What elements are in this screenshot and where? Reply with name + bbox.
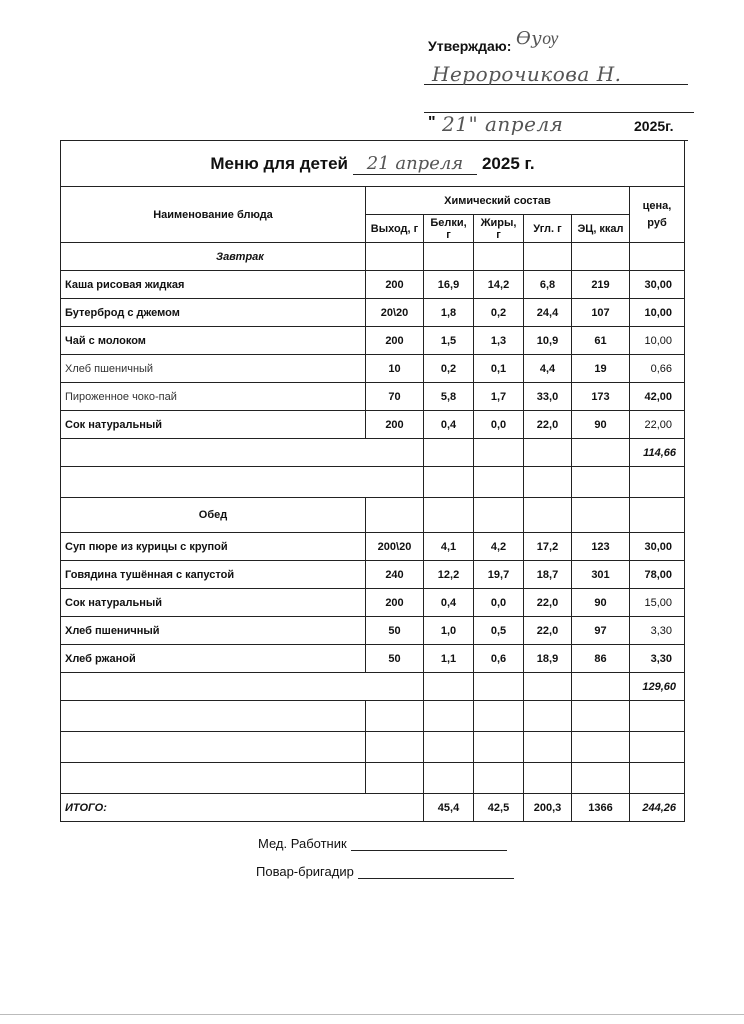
menu-title-year: 2025 г. xyxy=(481,154,535,173)
dish-fat: 1,7 xyxy=(474,383,524,411)
breakfast-subtotal: 114,66 xyxy=(630,439,685,467)
approval-top-line xyxy=(424,112,694,113)
table-row xyxy=(61,645,685,673)
table-row xyxy=(61,617,685,645)
dish-protein: 1,8 xyxy=(424,299,474,327)
dish-output: 200 xyxy=(366,327,424,355)
table-row xyxy=(61,533,685,561)
dish-name: Сок натуральный xyxy=(61,589,366,617)
dish-protein: 1,0 xyxy=(424,617,474,645)
dish-name: Говядина тушённая с капустой xyxy=(61,561,366,589)
dish-energy: 90 xyxy=(572,589,630,617)
approval-name: Неророчикова Н. xyxy=(432,62,622,86)
dish-name: Суп пюре из курицы с крупой xyxy=(61,533,366,561)
dish-output: 200 xyxy=(366,271,424,299)
dish-protein: 1,5 xyxy=(424,327,474,355)
dish-carbs: 10,9 xyxy=(524,327,572,355)
dish-price: 0,66 xyxy=(630,355,685,383)
dish-price: 10,00 xyxy=(630,299,685,327)
dish-output: 10 xyxy=(366,355,424,383)
table-row xyxy=(61,271,685,299)
dish-name: Хлеб пшеничный xyxy=(61,355,366,383)
header-dish-name: Наименование блюда xyxy=(61,187,366,243)
dish-name: Сок натуральный xyxy=(61,411,366,439)
dish-protein: 0,4 xyxy=(424,589,474,617)
approval-year: 2025г. xyxy=(634,118,674,134)
dish-fat: 19,7 xyxy=(474,561,524,589)
menu-title xyxy=(61,141,685,187)
dish-energy: 61 xyxy=(572,327,630,355)
header-col-output: Выход, г xyxy=(366,215,424,243)
sig-med xyxy=(258,836,516,864)
dish-protein: 0,4 xyxy=(424,411,474,439)
dish-energy: 219 xyxy=(572,271,630,299)
dish-energy: 107 xyxy=(572,299,630,327)
dish-carbs: 18,9 xyxy=(524,645,572,673)
dish-energy: 123 xyxy=(572,533,630,561)
dish-carbs: 6,8 xyxy=(524,271,572,299)
table-row xyxy=(61,327,685,355)
dish-carbs: 33,0 xyxy=(524,383,572,411)
dish-name: Пироженное чоко-пай xyxy=(61,383,366,411)
dish-energy: 97 xyxy=(572,617,630,645)
dish-price: 3,30 xyxy=(630,645,685,673)
dish-price: 30,00 xyxy=(630,533,685,561)
dish-fat: 0,6 xyxy=(474,645,524,673)
menu-title-prefix: Меню для детей xyxy=(210,154,348,173)
dish-protein: 5,8 xyxy=(424,383,474,411)
dish-energy: 19 xyxy=(572,355,630,383)
dish-carbs: 22,0 xyxy=(524,411,572,439)
dish-price: 22,00 xyxy=(630,411,685,439)
dish-name: Чай с молоком xyxy=(61,327,366,355)
dish-price: 10,00 xyxy=(630,327,685,355)
section-breakfast: Завтрак xyxy=(61,243,366,271)
breakfast-rows xyxy=(61,271,685,439)
dish-fat: 14,2 xyxy=(474,271,524,299)
sig-cook xyxy=(256,864,514,892)
approval-signature: Ѳуѹ xyxy=(516,28,559,49)
dish-carbs: 17,2 xyxy=(524,533,572,561)
dish-energy: 90 xyxy=(572,411,630,439)
dish-carbs: 24,4 xyxy=(524,299,572,327)
sig-med-line xyxy=(351,838,507,851)
sig-cook-line xyxy=(358,866,514,879)
dish-energy: 301 xyxy=(572,561,630,589)
approval-date-quote: " xyxy=(428,114,436,131)
lunch-subtotal: 129,60 xyxy=(630,673,685,701)
dish-protein: 16,9 xyxy=(424,271,474,299)
header-price: цена, руб xyxy=(630,187,685,243)
table-row xyxy=(61,411,685,439)
total-label: ИТОГО: xyxy=(61,794,424,822)
header-col-protein: Белки, г xyxy=(424,215,474,243)
dish-protein: 0,2 xyxy=(424,355,474,383)
total-energy: 1366 xyxy=(572,794,630,822)
dish-fat: 0,0 xyxy=(474,589,524,617)
dish-protein: 4,1 xyxy=(424,533,474,561)
dish-protein: 1,1 xyxy=(424,645,474,673)
dish-fat: 0,1 xyxy=(474,355,524,383)
dish-fat: 1,3 xyxy=(474,327,524,355)
signatures xyxy=(258,836,516,892)
table-row xyxy=(61,383,685,411)
header-col-carbs: Угл. г xyxy=(524,215,572,243)
dish-price: 42,00 xyxy=(630,383,685,411)
dish-energy: 86 xyxy=(572,645,630,673)
dish-output: 50 xyxy=(366,617,424,645)
approval-date: 21" апреля xyxy=(442,112,564,136)
dish-carbs: 22,0 xyxy=(524,617,572,645)
lunch-rows xyxy=(61,533,685,673)
scan-edge xyxy=(0,1014,744,1015)
dish-fat: 0,5 xyxy=(474,617,524,645)
header-col-fat: Жиры, г xyxy=(474,215,524,243)
dish-carbs: 18,7 xyxy=(524,561,572,589)
dish-name: Каша рисовая жидкая xyxy=(61,271,366,299)
dish-fat: 0,2 xyxy=(474,299,524,327)
total-carbs: 200,3 xyxy=(524,794,572,822)
sig-med-label: Мед. Работник xyxy=(258,836,347,851)
total-price: 244,26 xyxy=(630,794,685,822)
table-row xyxy=(61,299,685,327)
menu-title-date: 21 апреля xyxy=(353,153,478,175)
dish-price: 3,30 xyxy=(630,617,685,645)
dish-output: 200 xyxy=(366,589,424,617)
dish-carbs: 22,0 xyxy=(524,589,572,617)
dish-price: 30,00 xyxy=(630,271,685,299)
total-fat: 42,5 xyxy=(474,794,524,822)
header-chem: Химический состав xyxy=(366,187,630,215)
approval-label: Утверждаю: xyxy=(428,38,512,54)
dish-protein: 12,2 xyxy=(424,561,474,589)
dish-name: Хлеб пшеничный xyxy=(61,617,366,645)
table-row xyxy=(61,355,685,383)
dish-fat: 4,2 xyxy=(474,533,524,561)
header-col-energy: ЭЦ, ккал xyxy=(572,215,630,243)
dish-energy: 173 xyxy=(572,383,630,411)
menu-table xyxy=(60,140,685,822)
dish-name: Хлеб ржаной xyxy=(61,645,366,673)
dish-price: 78,00 xyxy=(630,561,685,589)
dish-output: 200\20 xyxy=(366,533,424,561)
section-lunch: Обед xyxy=(61,498,366,533)
sig-cook-label: Повар-бригадир xyxy=(256,864,354,879)
dish-output: 20\20 xyxy=(366,299,424,327)
dish-output: 200 xyxy=(366,411,424,439)
total-protein: 45,4 xyxy=(424,794,474,822)
dish-fat: 0,0 xyxy=(474,411,524,439)
table-row xyxy=(61,589,685,617)
dish-output: 240 xyxy=(366,561,424,589)
dish-output: 70 xyxy=(366,383,424,411)
dish-price: 15,00 xyxy=(630,589,685,617)
dish-carbs: 4,4 xyxy=(524,355,572,383)
dish-output: 50 xyxy=(366,645,424,673)
dish-name: Бутерброд с джемом xyxy=(61,299,366,327)
table-row xyxy=(61,561,685,589)
